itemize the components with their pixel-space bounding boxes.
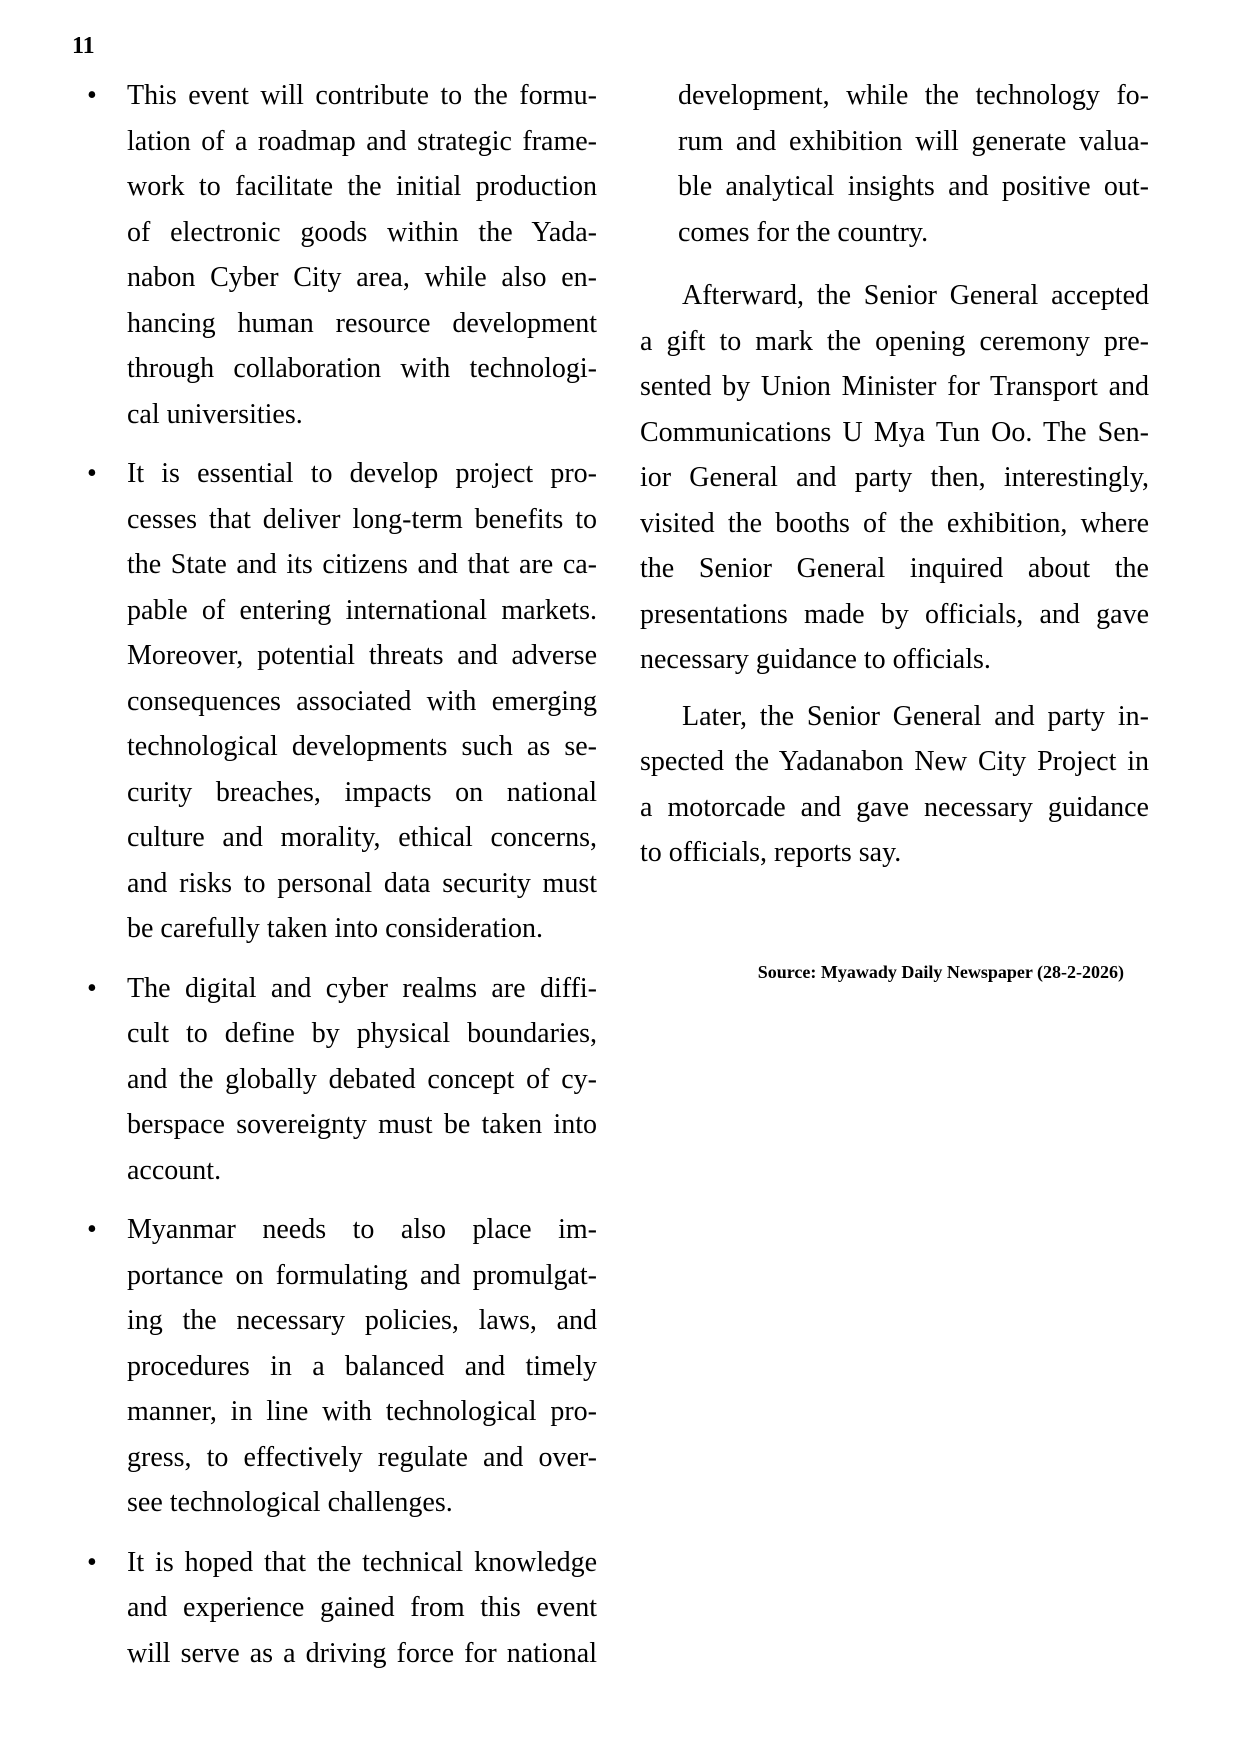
text-line: procedures in a balanced and timely (127, 1350, 597, 1382)
page-number: 11 (72, 33, 95, 59)
bullet-text (127, 966, 597, 1194)
text-line: a motorcade and gave necessary guidance (640, 791, 1149, 823)
text-line: ble analytical insights and positive out- (678, 171, 1149, 202)
bullet-text (127, 73, 597, 437)
text-line: presentations made by officials, and gave (640, 598, 1149, 630)
text-line: a gift to mark the opening ceremony pre- (640, 325, 1149, 357)
bullet-text (127, 1207, 597, 1526)
bullet-icon: • (87, 972, 97, 1004)
bullet-text (127, 1540, 597, 1677)
text-line: work to facilitate the initial production (127, 171, 597, 202)
bullet-icon: • (87, 1546, 97, 1578)
text-line: technological developments such as se- (127, 731, 597, 762)
text-line: berspace sovereignty must be taken into (127, 1109, 597, 1140)
right-column-paragraphs (640, 73, 1149, 876)
text-line: Communications U Mya Tun Oo. The Sen- (640, 416, 1149, 448)
source-attribution: Source: Myawady Daily Newspaper (28-2-2026) (757, 961, 1124, 982)
bullet-item (85, 73, 597, 437)
text-line: account. (127, 1154, 222, 1186)
right-column (640, 73, 1149, 984)
text-line: necessary guidance to officials. (640, 644, 991, 675)
bullet-text (127, 451, 597, 952)
bullet-item (85, 451, 597, 952)
text-line: cult to define by physical boundaries, (127, 1018, 597, 1049)
bullet-item (85, 1540, 597, 1677)
text-line: of electronic goods within the Yada- (127, 216, 597, 248)
text-line: ior General and party then, interestingly, (640, 462, 1149, 493)
text-line: culture and morality, ethical concerns, (127, 822, 597, 853)
text-line: cal universities. (127, 398, 303, 430)
text-line: curity breaches, impacts on national (127, 776, 597, 808)
bullet-icon: • (87, 80, 97, 111)
bullet-icon: • (87, 1214, 97, 1245)
text-line: and the globally debated concept of cy- (127, 1063, 597, 1095)
text-line: hancing human resource development (127, 307, 597, 339)
text-line: comes for the country. (678, 216, 929, 248)
text-line: visited the booths of the exhibition, where (640, 507, 1149, 539)
text-line: Myanmar needs to also place im- (127, 1214, 597, 1245)
text-line: and risks to personal data security must (127, 867, 597, 899)
text-line: the State and its citizens and that are ca- (127, 549, 597, 580)
left-column (85, 73, 597, 1690)
text-line: pable of entering international markets. (127, 594, 597, 626)
text-line: nabon Cyber City area, while also en- (127, 262, 597, 293)
text-line: development, while the technology fo- (678, 80, 1149, 111)
bullet-icon: • (87, 458, 97, 489)
text-line: It is essential to develop project pro- (127, 458, 597, 489)
text-line: The digital and cyber realms are diffi- (127, 972, 597, 1004)
text-line: gress, to effectively regulate and over- (127, 1441, 597, 1473)
text-line: manner, in line with technological pro- (127, 1396, 597, 1427)
text-line: Afterward, the Senior General accepted (682, 280, 1149, 311)
text-line: Moreover, potential threats and adverse (127, 640, 597, 671)
text-line: consequences associated with emerging (127, 685, 597, 717)
text-line: see technological challenges. (127, 1487, 453, 1518)
text-line: sented by Union Minister for Transport and (640, 371, 1149, 402)
text-line: It is hoped that the technical knowledge (127, 1546, 597, 1578)
text-line: This event will contribute to the formu- (127, 80, 597, 111)
text-line: to officials, reports say. (640, 837, 902, 868)
text-line: Later, the Senior General and party in- (682, 700, 1149, 732)
bullet-item (85, 1207, 597, 1526)
text-line: spected the Yadanabon New City Project in (640, 746, 1149, 777)
text-line: will serve as a driving force for national (127, 1637, 597, 1669)
text-line: be carefully taken into consideration. (127, 913, 543, 944)
paragraph (640, 694, 1149, 876)
text-line: ing the necessary policies, laws, and (127, 1305, 597, 1336)
text-line: cesses that deliver long-term benefits to (127, 503, 597, 535)
text-line: through collaboration with technologi- (127, 353, 597, 384)
bullet-item (85, 966, 597, 1194)
text-line: rum and exhibition will generate valua- (678, 125, 1149, 157)
text-line: the Senior General inquired about the (640, 553, 1149, 584)
paragraph (640, 273, 1149, 683)
bullet-continuation-paragraph (678, 73, 1149, 255)
text-line: lation of a roadmap and strategic frame- (127, 125, 597, 157)
text-line: portance on formulating and promulgat- (127, 1259, 597, 1291)
text-line: and experience gained from this event (127, 1592, 597, 1623)
